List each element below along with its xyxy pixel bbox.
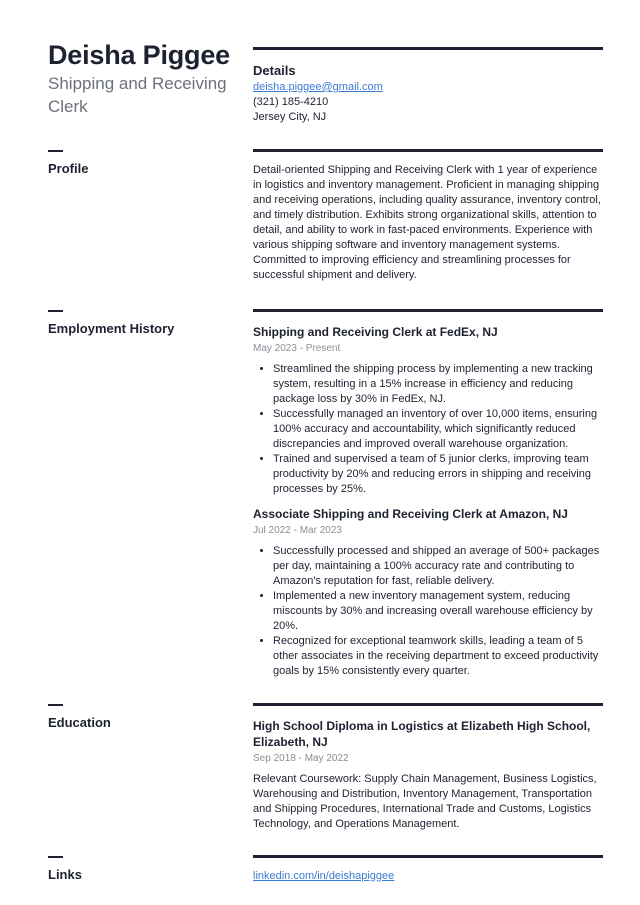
email-link[interactable]: deisha.piggee@gmail.com [253, 81, 383, 93]
candidate-name: Deisha Piggee [48, 40, 230, 70]
employment-tick [48, 310, 63, 312]
job-bullet: • Streamlined the shipping process by implementing a new tracking system, resulting in a 15% increase in efficiency and reducing package loss by 30% in FedEx, NJ. [273, 362, 605, 407]
degree-title: High School Diploma in Logistics at Elizabeth High School, Elizabeth, NJ [253, 719, 591, 749]
job-bullets [253, 362, 605, 497]
profile-divider [253, 149, 603, 152]
job-bullet: • Recognized for exceptional teamwork skills, leading a team of 5 other associates in the receiving department to exceed productivity goals by 15% consistently every quarter. [273, 634, 605, 679]
education-label: Education [48, 715, 111, 730]
candidate-title: Shipping and Receiving Clerk [48, 74, 227, 116]
education-entry [253, 718, 605, 832]
education-dates: Sep 2018 - May 2022 [253, 753, 349, 764]
details-section [253, 63, 605, 125]
details-divider [253, 47, 603, 50]
linkedin-link[interactable]: linkedin.com/in/deishapiggee [253, 870, 395, 882]
profile-tick [48, 150, 63, 152]
job-dates: Jul 2022 - Mar 2023 [253, 525, 342, 536]
profile-label: Profile [48, 161, 89, 176]
phone-number: (321) 185-4210 [253, 96, 329, 108]
job-bullet: • Trained and supervised a team of 5 junior clerks, improving team productivity by 20% and reducing errors in shipping and receiving processes by 25%. [273, 452, 605, 497]
location: Jersey City, NJ [253, 111, 327, 123]
job-bullet: • Successfully managed an inventory of over 10,000 items, ensuring 100% accuracy and accountability, which significantly reduced discrepancies and improved overall warehouse organization. [273, 407, 605, 452]
links-label: Links [48, 867, 82, 882]
profile-text: Detail-oriented Shipping and Receiving Clerk with 1 year of experience in logistics and inventory management. Proficient in managing shipping and receiving operations, including quality assurance, inventory control, and timely distribution. Exhibits strong organizational skills, attention to detail, and ability to work in fast-paced environments. Experience with various shipping software and inventory management systems. Committed to improving efficiency and streamlining processes for successful shipment and delivery. [253, 164, 601, 281]
details-heading: Details [253, 63, 296, 78]
employment-label: Employment History [48, 321, 175, 336]
job-entry [253, 506, 605, 679]
job-bullet: • Implemented a new inventory management system, reducing miscounts by 30% and increasing overall warehouse efficiency by 20%. [273, 589, 605, 634]
education-divider [253, 703, 603, 706]
coursework-text: Relevant Coursework: Supply Chain Management, Business Logistics, Warehousing and Distribution, Inventory Management, Transportation and Shipping Procedures, International Trade and Customs, Logistics Technology, and Operations Management. [253, 773, 597, 830]
links-section [253, 869, 605, 884]
job-title: Associate Shipping and Receiving Clerk at Amazon, NJ [253, 507, 568, 521]
employment-divider [253, 309, 603, 312]
job-bullets [253, 544, 605, 679]
job-dates: May 2023 - Present [253, 343, 341, 354]
job-bullet: • Successfully processed and shipped an average of 500+ packages per day, maintaining a 100% accuracy rate and contributing to Amazon's reputation for fast, reliable delivery. [273, 544, 605, 589]
links-tick [48, 856, 63, 858]
job-title: Shipping and Receiving Clerk at FedEx, NJ [253, 325, 498, 339]
job-entry [253, 324, 605, 497]
links-divider [253, 855, 603, 858]
education-tick [48, 704, 63, 706]
